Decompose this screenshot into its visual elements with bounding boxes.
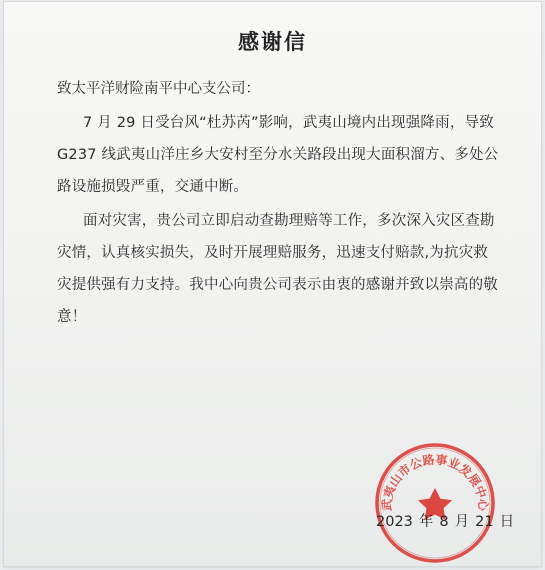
letter-date <box>376 510 520 531</box>
date-year: 2023 <box>376 514 413 530</box>
date-day: 21 <box>475 514 494 530</box>
date-month-unit: 月 <box>454 514 470 530</box>
official-seal-stamp <box>371 439 499 567</box>
body-line-3: 路设施损毁严重，交通中断。 <box>57 179 249 195</box>
body-line-5: 灾情，认真核实损失，及时开展理赔服务，迅速支付赔款,为抗灾救 <box>57 245 489 261</box>
body-line-7: 意！ <box>57 309 87 325</box>
body-line-4: 面对灾害，贵公司立即启动查勘理赔等工作，多次深入灾区查勘 <box>83 213 495 229</box>
letter-title: 感谢信 <box>238 30 307 54</box>
letter-sheet <box>4 2 541 566</box>
stamp-text: 武夷山市公路事业发展中心 <box>379 452 491 512</box>
body-line-1: 7 月 29 日受台风“杜苏芮”影响，武夷山境内出现强降雨，导致 <box>83 115 494 131</box>
date-year-unit: 年 <box>418 514 434 530</box>
date-month: 8 <box>439 514 449 530</box>
body-line-2: G237 线武夷山洋庄乡大安村至分水关路段出现大面积溜方、多处公 <box>57 147 499 163</box>
salutation: 致太平洋财险南平中心支公司： <box>57 81 260 97</box>
body-line-6: 灾提供强有力支持。我中心向贵公司表示由衷的感谢并致以崇高的敬 <box>57 277 498 293</box>
date-day-unit: 日 <box>499 514 515 530</box>
